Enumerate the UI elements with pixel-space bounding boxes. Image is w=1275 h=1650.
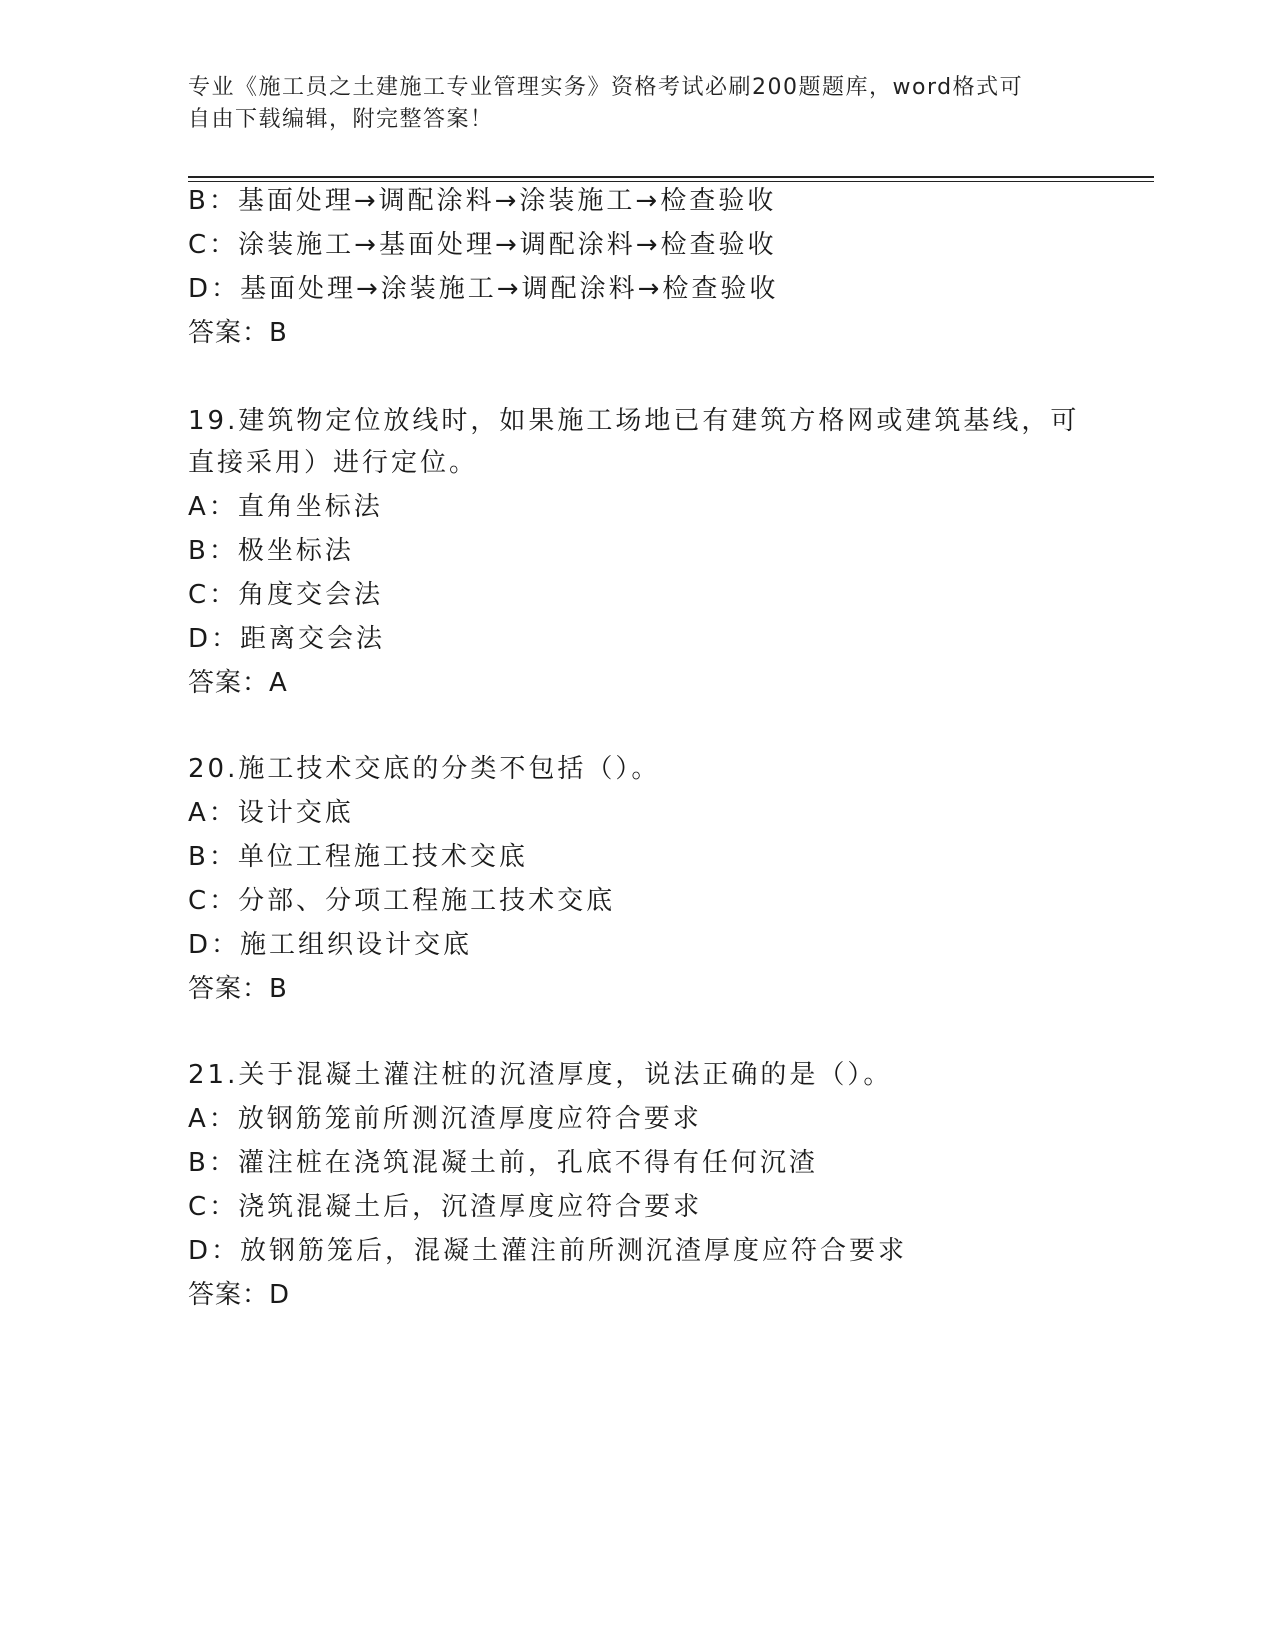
- q18-answer: 答案：B: [188, 318, 288, 348]
- q20-option-d: D：施工组织设计交底: [188, 930, 473, 960]
- header-divider-thin: [188, 181, 1154, 182]
- q19-answer: 答案：A: [188, 668, 288, 698]
- q20-option-b: B：单位工程施工技术交底: [188, 842, 528, 872]
- q21-option-b: B：灌注桩在浇筑混凝土前，孔底不得有任何沉渣: [188, 1148, 818, 1178]
- q18-option-d: D：基面处理→涂装施工→调配涂料→检查验收: [188, 274, 779, 304]
- q19-option-d: D：距离交会法: [188, 624, 386, 654]
- q18-option-c: C：涂装施工→基面处理→调配涂料→检查验收: [188, 230, 777, 260]
- q21-answer: 答案：D: [188, 1280, 291, 1310]
- document-header: [188, 72, 1068, 136]
- q21-stem: 21.关于混凝土灌注桩的沉渣厚度，说法正确的是（）。: [188, 1060, 893, 1090]
- q19-option-c: C：角度交会法: [188, 580, 384, 610]
- q20-stem: 20.施工技术交底的分类不包括（）。: [188, 754, 661, 784]
- q20-option-c: C：分部、分项工程施工技术交底: [188, 886, 616, 916]
- q21-option-d: D：放钢筋笼后，混凝土灌注前所测沉渣厚度应符合要求: [188, 1236, 908, 1266]
- q19-stem-line-2: 直接采用）进行定位。: [188, 448, 479, 478]
- q19-option-b: B：极坐标法: [188, 536, 354, 566]
- q19-option-a: A：直角坐标法: [188, 492, 383, 522]
- q21-option-a: A：放钢筋笼前所测沉渣厚度应符合要求: [188, 1104, 702, 1134]
- q20-option-a: A：设计交底: [188, 798, 354, 828]
- header-line-2: 自由下载编辑，附完整答案！: [188, 107, 494, 132]
- q19-stem-line-1: 19.建筑物定位放线时，如果施工场地已有建筑方格网或建筑基线，可: [188, 406, 1080, 436]
- q18-option-b: B：基面处理→调配涂料→涂装施工→检查验收: [188, 186, 777, 216]
- q21-option-c: C：浇筑混凝土后，沉渣厚度应符合要求: [188, 1192, 703, 1222]
- header-line-1: 专业《施工员之土建施工专业管理实务》资格考试必刷200题题库，word格式可: [188, 75, 1024, 100]
- q20-answer: 答案：B: [188, 974, 288, 1004]
- header-divider-thick: [188, 176, 1154, 178]
